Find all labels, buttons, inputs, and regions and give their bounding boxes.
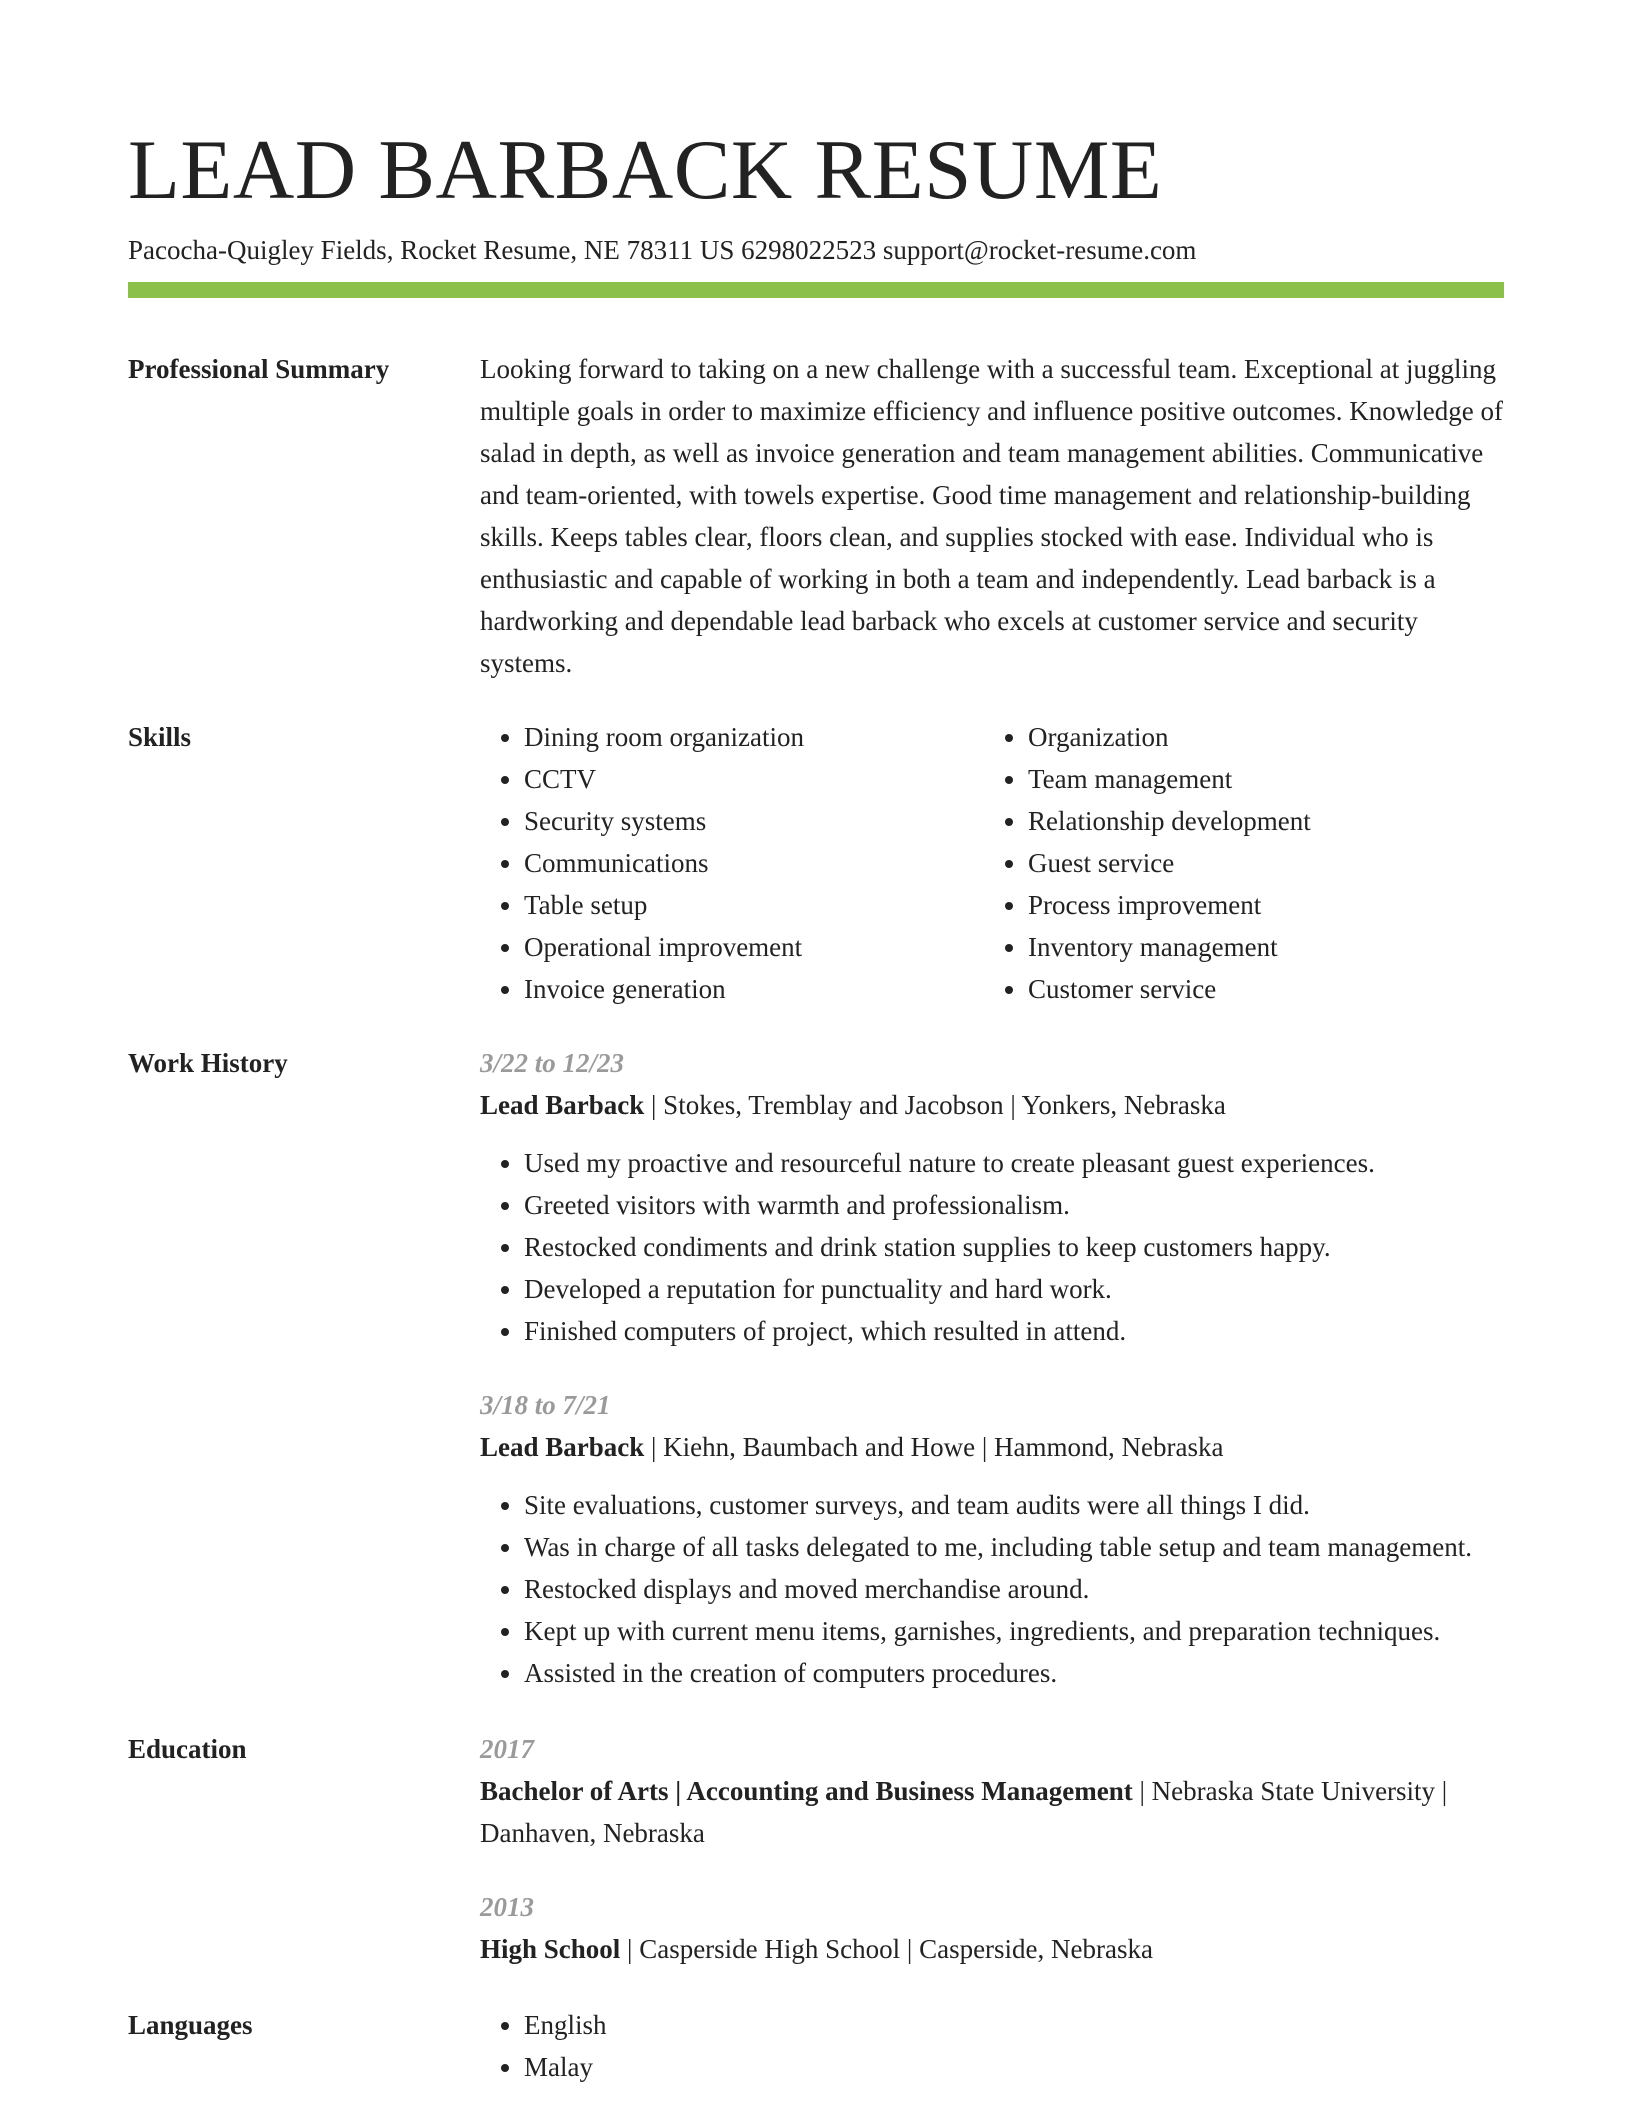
education-entry: [480, 1728, 1504, 1854]
education-school-location: | Casperside High School | Casperside, Nebraska: [620, 1934, 1153, 1964]
job-bullet: • Restocked displays and moved merchandise around.: [524, 1568, 1504, 1610]
resume-title: LEAD BARBACK RESUME: [128, 123, 1163, 217]
skill-item: • Inventory management: [1028, 926, 1488, 968]
job-bullet: • Greeted visitors with warmth and professionalism.: [524, 1184, 1504, 1226]
job-bullet: • Assisted in the creation of computers procedures.: [524, 1652, 1504, 1694]
skill-item: • Guest service: [1028, 842, 1488, 884]
skill-item: • Dining room organization: [524, 716, 984, 758]
work-history-section: [128, 1042, 1504, 1694]
accent-divider: [128, 282, 1504, 298]
education-heading: [480, 1928, 1504, 1970]
education-year: 2013: [480, 1892, 534, 1922]
job-heading: [480, 1426, 1504, 1468]
education-degree: Bachelor of Arts | Accounting and Business Management: [480, 1776, 1133, 1806]
education-entry: [480, 1886, 1504, 1970]
job-bullet: • Was in charge of all tasks delegated to me, including table setup and team management.: [524, 1526, 1504, 1568]
skill-item: • Team management: [1028, 758, 1488, 800]
section-label-skills: Skills: [128, 722, 192, 752]
skill-item: • Invoice generation: [524, 968, 984, 1010]
job-entry: [480, 1042, 1504, 1352]
contact-line: Pacocha-Quigley Fields, Rocket Resume, NE 78311 US 6298022523 support@rocket-resume.com: [128, 235, 1197, 265]
job-entry: [480, 1384, 1504, 1694]
section-label-education: Education: [128, 1734, 247, 1764]
job-bullet: • Kept up with current menu items, garnishes, ingredients, and preparation techniques.: [524, 1610, 1504, 1652]
resume-page: [128, 0, 1504, 2088]
section-label-work: Work History: [128, 1048, 288, 1078]
job-title: Lead Barback: [480, 1432, 645, 1462]
job-dates: 3/22 to 12/23: [480, 1048, 625, 1078]
skill-item: • Security systems: [524, 800, 984, 842]
skill-item: • Table setup: [524, 884, 984, 926]
skill-item: • Organization: [1028, 716, 1488, 758]
skills-section: [128, 716, 1504, 1010]
skills-column-right: [984, 716, 1488, 1010]
education-heading: [480, 1770, 1504, 1854]
job-company-location: | Kiehn, Baumbach and Howe | Hammond, Nebraska: [644, 1432, 1224, 1462]
section-label-summary: Professional Summary: [128, 354, 390, 384]
education-section: [128, 1728, 1504, 1970]
job-company-location: | Stokes, Tremblay and Jacobson | Yonkers, Nebraska: [644, 1090, 1226, 1120]
job-title: Lead Barback: [480, 1090, 645, 1120]
job-bullet: • Site evaluations, customer surveys, and team audits were all things I did.: [524, 1484, 1504, 1526]
summary-text: Looking forward to taking on a new challenge with a successful team. Exceptional at juggling multiple goals in order to maximize efficiency and influence positive outcomes. Knowledge of salad in depth, as well as invoice generation and team management abilities. Communicative and team-oriented, with towels expertise. Good time management and relationship-building skills. Keeps tables clear, floors clean, and supplies stocked with ease. Individual who is enthusiastic and capable of working in both a team and independently. Lead barback is a hardworking and dependable lead barback who excels at customer service and security systems.: [480, 354, 1503, 678]
skill-item: • Relationship development: [1028, 800, 1488, 842]
skill-item: • Communications: [524, 842, 984, 884]
summary-section: [128, 348, 1504, 684]
language-item: • Malay: [524, 2046, 1504, 2088]
skill-item: • CCTV: [524, 758, 984, 800]
job-bullet: • Used my proactive and resourceful nature to create pleasant guest experiences.: [524, 1142, 1504, 1184]
language-item: • English: [524, 2004, 1504, 2046]
section-label-languages: Languages: [128, 2010, 253, 2040]
job-dates: 3/18 to 7/21: [480, 1390, 611, 1420]
languages-section: [128, 2004, 1504, 2088]
education-year: 2017: [480, 1734, 534, 1764]
skill-item: • Operational improvement: [524, 926, 984, 968]
skill-item: • Process improvement: [1028, 884, 1488, 926]
education-degree: High School: [480, 1934, 621, 1964]
skill-item: • Customer service: [1028, 968, 1488, 1010]
education-school-location: | Nebraska State University | Danhaven, Nebraska: [480, 1776, 1448, 1848]
job-heading: [480, 1084, 1504, 1126]
job-bullet: • Restocked condiments and drink station supplies to keep customers happy.: [524, 1226, 1504, 1268]
job-bullet: • Finished computers of project, which resulted in attend.: [524, 1310, 1504, 1352]
job-bullet: • Developed a reputation for punctuality and hard work.: [524, 1268, 1504, 1310]
skills-column-left: [480, 716, 984, 1010]
